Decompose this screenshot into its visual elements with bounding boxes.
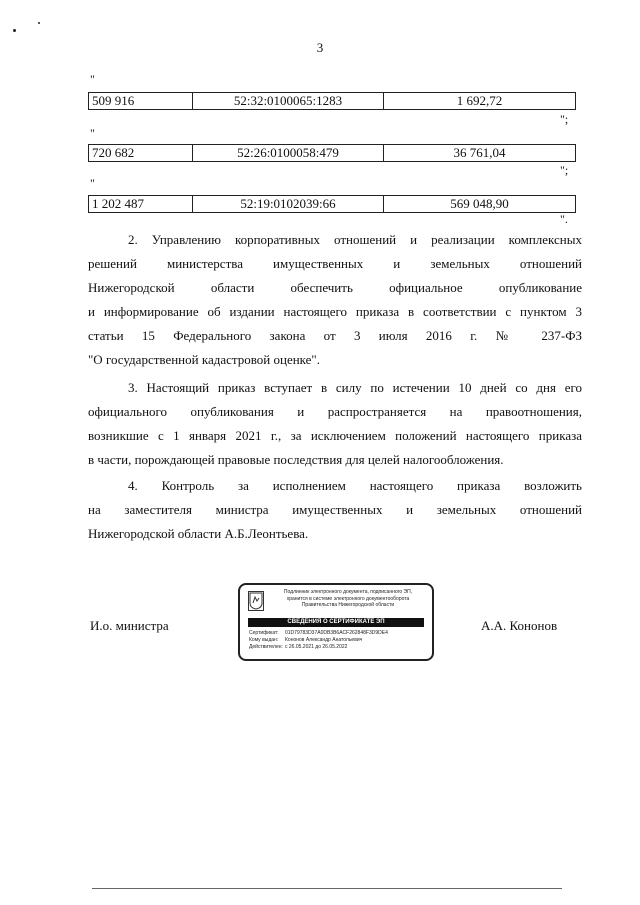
stamp-header: Подлинник электронного документа, подписанного ЭП, хранится в системе электронного документооборота Правительства Нижегородской области (283, 589, 413, 608)
cell-cadastral-number: 52:32:0100065:1283 (193, 93, 384, 109)
paragraph-line: Нижегородской области обеспечить официальное опубликование (88, 280, 582, 295)
paragraph-line: официального опубликования и распространяется на правоотношения, (88, 404, 582, 419)
quote-open: " (90, 176, 95, 190)
paragraph-line: в части, порождающей правовые последствия для целей налогообложения. (88, 452, 504, 467)
scan-bottom-line (92, 888, 562, 889)
table-row (88, 195, 576, 213)
cell-amount: 569 048,90 (450, 196, 509, 211)
signer-title: И.о. министра (90, 618, 169, 633)
stamp-certificate-info: Сертификат: 01D79783D37A0DB3B6ACF262848F3D9DE4 Кому выдан: Кононов Александр Анатольевич Действителен: с 26.05.2021 до 26.05.2022 (249, 630, 388, 650)
scan-speck (38, 22, 40, 24)
paragraph-4 (88, 474, 582, 546)
stamp-title-bar: СВЕДЕНИЯ О СЕРТИФИКАТЕ ЭП (248, 618, 424, 627)
cell-cadastral-number: 52:19:0102039:66 (193, 196, 384, 212)
cell-amount: 36 761,04 (453, 145, 506, 160)
table-row (88, 92, 576, 110)
cell-cadastral-value: 1 202 487 (89, 196, 193, 212)
paragraph-line: 4. Контроль за исполнением настоящего приказа возложить (128, 478, 582, 493)
quote-close: "; (560, 112, 569, 126)
quote-open: " (90, 126, 95, 140)
quote-close: ". (560, 212, 568, 226)
paragraph-line: на заместителя министра имущественных и земельных отношений (88, 502, 582, 517)
table-row (88, 144, 576, 162)
coat-of-arms-icon (248, 591, 264, 611)
cell-cadastral-value: 720 682 (89, 145, 193, 161)
paragraph-line: статьи 15 Федерального закона от 3 июля 2016 г. № 237-ФЗ (88, 328, 582, 343)
paragraph-line: "О государственной кадастровой оценке". (88, 352, 320, 367)
signer-name: А.А. Кононов (481, 618, 558, 633)
paragraph-line: 3. Настоящий приказ вступает в силу по истечении 10 дней со дня его (128, 380, 582, 395)
cell-cadastral-number: 52:26:0100058:479 (193, 145, 384, 161)
paragraph-line: решений министерства имущественных и земельных отношений (88, 256, 582, 271)
scan-speck (13, 29, 16, 32)
paragraph-line: Нижегородской области А.Б.Леонтьева. (88, 526, 309, 541)
quote-open: " (90, 72, 95, 86)
electronic-signature-stamp (238, 583, 434, 661)
paragraph-line: возникшие с 1 января 2021 г., за исключением положений настоящего приказа (88, 428, 582, 443)
cell-cadastral-value: 509 916 (89, 93, 193, 109)
cell-amount: 1 692,72 (456, 93, 503, 108)
paragraph-3 (88, 376, 582, 472)
page-number: 3 (316, 40, 324, 55)
quote-close: "; (560, 163, 569, 177)
paragraph-2 (88, 228, 582, 372)
paragraph-line: и информирование об издании настоящего приказа в соответствии с пунктом 3 (88, 304, 582, 319)
paragraph-line: 2. Управлению корпоративных отношений и реализации комплексных (128, 232, 582, 247)
